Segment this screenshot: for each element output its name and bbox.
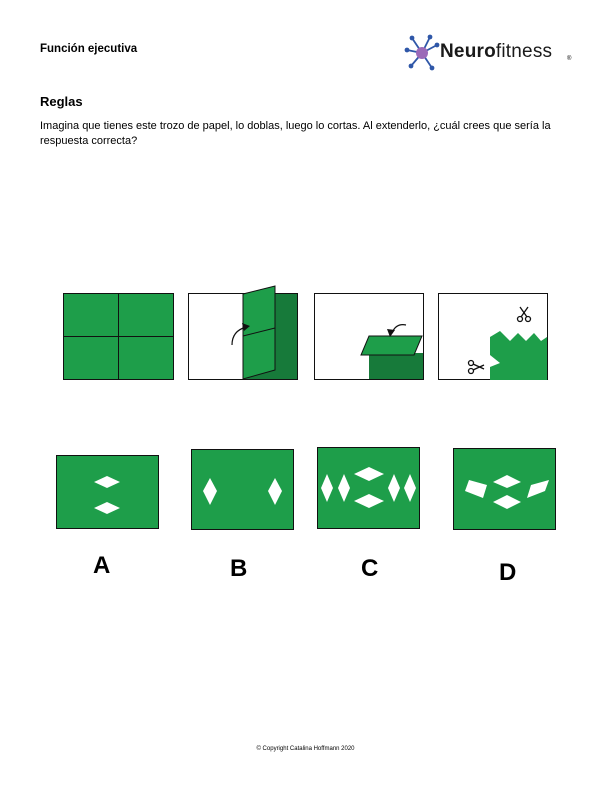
rules-text: Imagina que tienes este trozo de papel, lo doblas, luego lo cortas. Al extenderlo, ¿cuál crees que sería la respuesta correcta?	[40, 120, 551, 147]
option-a-shape	[56, 455, 160, 530]
registered-mark: ®	[567, 56, 572, 62]
option-d-label: D	[499, 559, 517, 586]
step-cut	[438, 293, 550, 381]
copyright: © Copyright Catalina Hoffmann 2020	[256, 746, 355, 752]
option-c-shape	[317, 447, 421, 530]
option-c-label: C	[361, 555, 379, 582]
neuron-icon	[402, 33, 442, 73]
step-unfolded-paper	[63, 293, 175, 381]
step-first-fold	[188, 285, 303, 381]
option-d-shape	[453, 448, 557, 531]
option-b-shape	[191, 449, 295, 531]
brand-name-bold: Neuro	[440, 41, 496, 62]
step-second-fold	[314, 293, 426, 381]
brand-name	[440, 41, 552, 63]
brand-name-light: fitness	[495, 41, 553, 62]
option-b-label: B	[230, 555, 248, 582]
section-title: Función ejecutiva	[40, 43, 138, 55]
option-a-label: A	[93, 552, 111, 579]
rules-title: Reglas	[40, 94, 83, 109]
